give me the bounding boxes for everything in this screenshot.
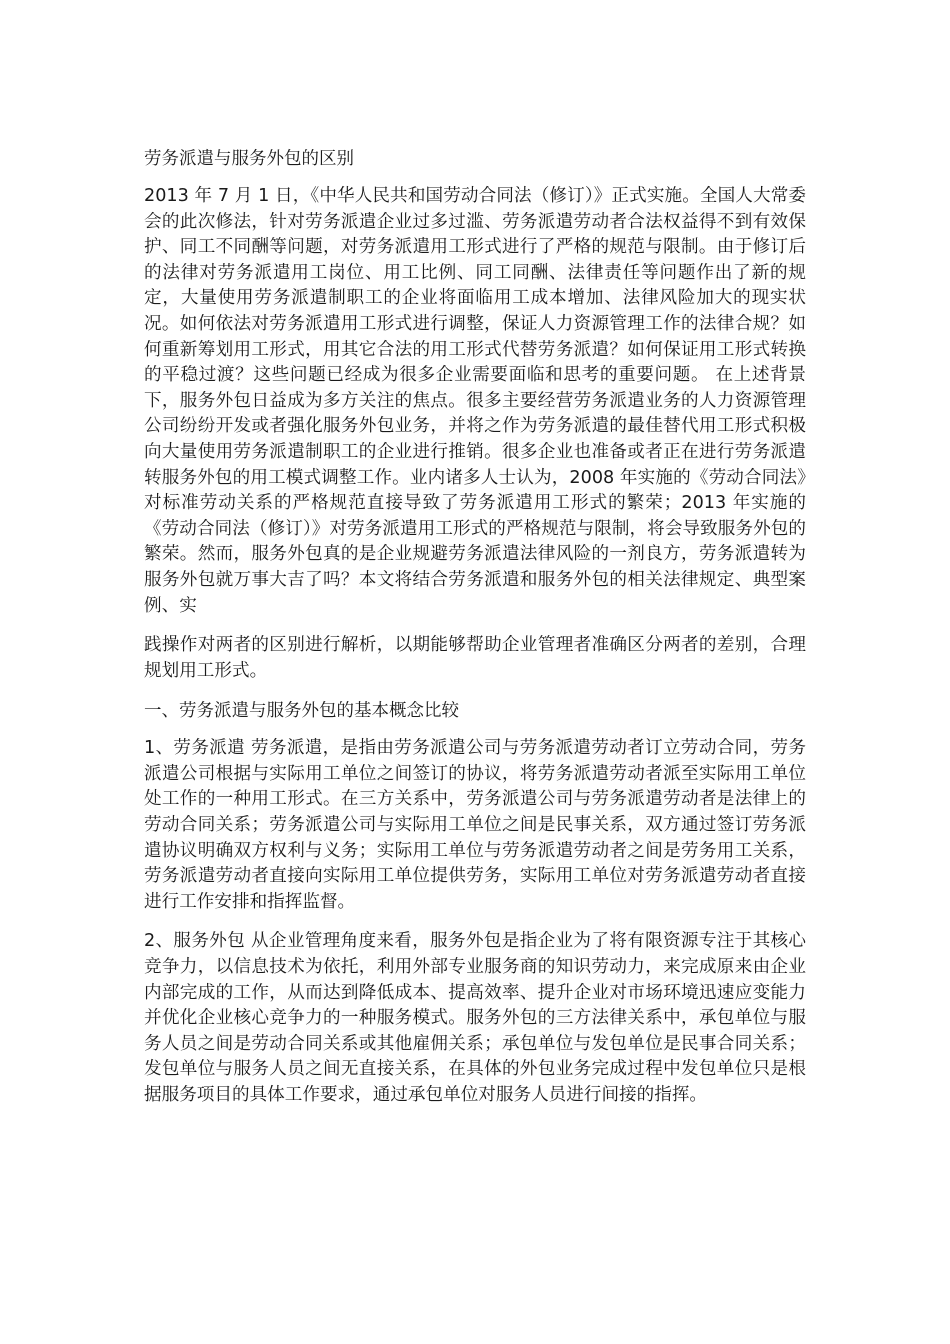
section-heading: 一、劳务派遣与服务外包的基本概念比较 (144, 701, 459, 722)
paragraph-labor-dispatch: 1、劳务派遣 劳务派遣，是指由劳务派遣公司与劳务派遣劳动者订立劳动合同，劳务派遣公司根据与实际用工单位之间签订的协议，将劳务派遣劳动者派至实际用工单位处工作的一种用工形式。在三方关系中，劳务派遣公司与劳务派遣劳动者是法律上的劳动合同关系；劳务派遣公司与实际用工单位之间是民事关系，双方通过签订劳务派遣协议明确双方权利与义务；实际用工单位与劳务派遣劳动者之间是劳务用工关系，劳务派遣劳动者直接向实际用工单位提供劳务，实际用工单位对劳务派遣劳动者直接进行工作安排和指挥监督。 (144, 738, 806, 912)
paragraph-purpose: 践操作对两者的区别进行解析，以期能够帮助企业管理者准确区分两者的差别，合理规划用工形式。 (144, 635, 806, 681)
document-title: 劳务派遣与服务外包的区别 (144, 149, 354, 169)
paragraph-background: 2013 年 7 月 1 日，《中华人民共和国劳动合同法（修订）》正式实施。全国人大常委会的此次修法，针对劳务派遣企业过多过滥、劳务派遣劳动者合法权益得不到有效保护、同工不同酬等问题，对劳务派遣用工形式进行了严格的规范与限制。由于修订后的法律对劳务派遣用工岗位、用工比例、同工同酬、法律责任等问题作出了新的规定，大量使用劳务派遣制职工的企业将面临用工成本增加、法律风险加大的现实状况。如何依法对劳务派遣用工形式进行调整，保证人力资源管理工作的法律合规？如何重新筹划用工形式，用其它合法的用工形式代替劳务派遣？如何保证用工形式转换的平稳过渡？这些问题已经成为很多企业需要面临和思考的重要问题。 在上述背景下，服务外包日益成为多方关注的焦点。很多主要经营劳务派遣业务的人力资源管理公司纷纷开发或者强化服务外包业务，并将之作为劳务派遣的最佳替代用工形式积极向大量使用劳务派遣制职工的企业进行推销。很多企业也准备或者正在进行劳务派遣转服务外包的用工模式调整工作。业内诸多人士认为，2008 年实施的《劳动合同法》对标准劳动关系的严格规范直接导致了劳务派遣用工形式的繁荣；2013 年实施的《劳动合同法（修订）》对劳务派遣用工形式的严格规范与限制，将会导致服务外包的繁荣。然而，服务外包真的是企业规避劳务派遣法律风险的一剂良方，劳务派遣转为服务外包就万事大吉了吗？本文将结合劳务派遣和服务外包的相关法律规定、典型案例、实 (144, 186, 806, 616)
paragraph-service-outsourcing: 2、服务外包 从企业管理角度来看，服务外包是指企业为了将有限资源专注于其核心竞争力，以信息技术为依托，利用外部专业服务商的知识劳动力，来完成原来由企业内部完成的工作，从而达到降低成本、提高效率、提升企业对市场环境迅速应变能力并优化企业核心竞争力的一种服务模式。服务外包的三方法律关系中，承包单位与服务人员之间是劳动合同关系或其他雇佣关系；承包单位与发包单位是民事合同关系；发包单位与服务人员之间无直接关系，在具体的外包业务完成过程中发包单位只是根据服务项目的具体工作要求，通过承包单位对服务人员进行间接的指挥。 (144, 931, 806, 1105)
document-body (144, 146, 806, 1123)
